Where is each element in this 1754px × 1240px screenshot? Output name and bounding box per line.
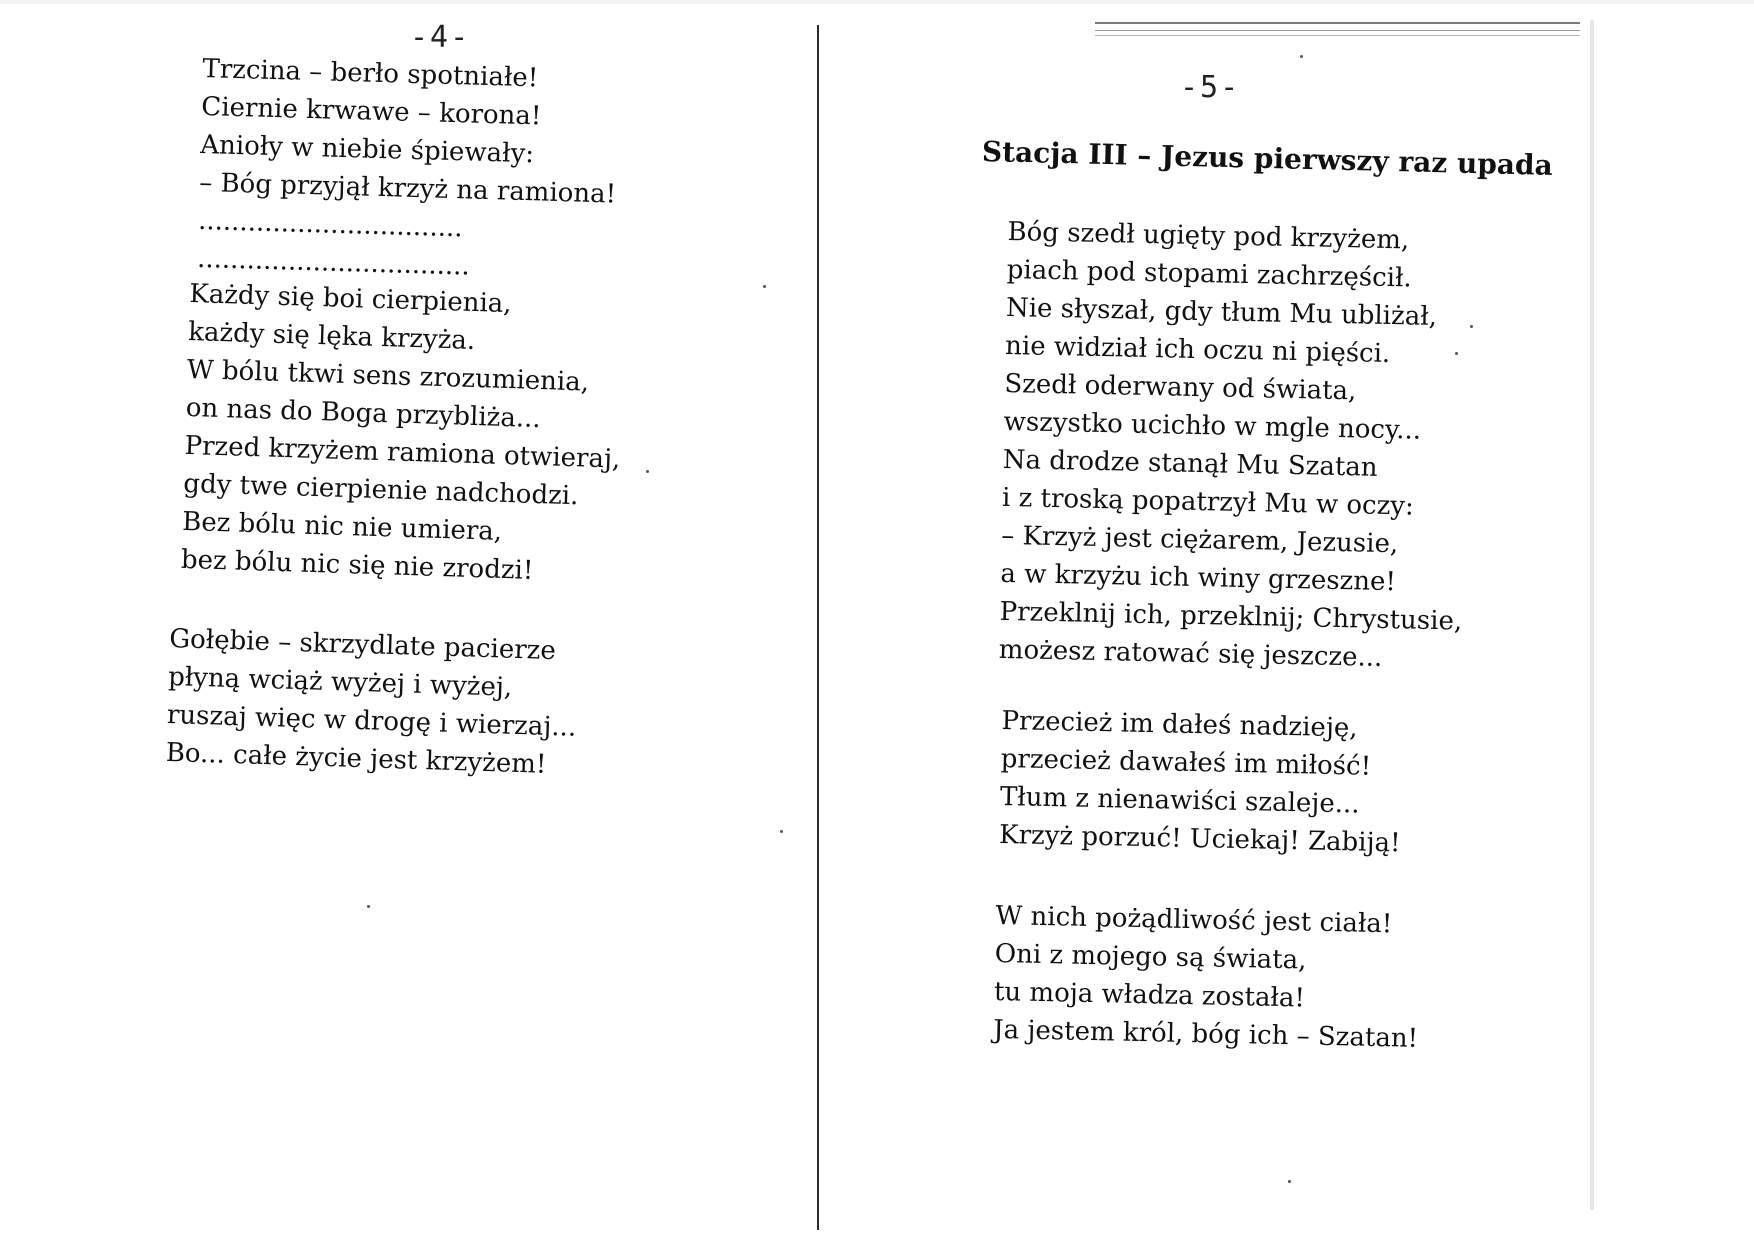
stanza	[999, 702, 1403, 862]
stanza	[993, 897, 1421, 1058]
scan-speck	[646, 470, 649, 473]
verse-line: przecież dawałeś im miłość!	[1000, 743, 1372, 782]
page-number: -4-	[410, 20, 471, 55]
verse-line: każdy się lęka krzyża.	[187, 316, 476, 356]
ellipsis-line: ................................	[197, 205, 464, 244]
book-center-fold	[817, 25, 819, 1230]
verse-line: Ja jestem król, bóg ich – Szatan!	[992, 1014, 1419, 1054]
scan-top-edge	[0, 0, 1754, 4]
scan-speck	[367, 905, 370, 908]
right-page-header-rule	[1095, 35, 1580, 36]
verse-line: Anioły w niebie śpiewały:	[199, 129, 535, 170]
verse-line: Ciernie krwawe – korona!	[200, 91, 542, 132]
scan-speck	[1470, 325, 1473, 328]
scan-speck	[763, 285, 766, 288]
ellipsis-line: .................................	[196, 243, 471, 282]
verse-line: Przecież im dałeś nadzieję,	[1001, 705, 1358, 744]
verse-line: Oni z mojego są świata,	[994, 938, 1307, 976]
scan-speck	[780, 830, 783, 833]
verse-line: i z troską popatrzył Mu w oczy:	[1001, 482, 1415, 522]
right-page-edge-shadow	[1590, 20, 1594, 1210]
verse-line: płyną wciąż wyżej i wyżej,	[167, 661, 513, 703]
verse-line: – Bóg przyjął krzyż na ramiona!	[198, 167, 617, 210]
verse-line: a w krzyżu ich winy grzeszne!	[1000, 558, 1397, 598]
verse-line: Przeklnij ich, przeklnij; Chrystusie,	[999, 596, 1463, 637]
verse-line: W nich pożądliwość jest ciała!	[995, 900, 1393, 940]
verse-line: gdy twe cierpienie nadchodzi.	[182, 468, 579, 512]
verse-line: Na drodze stanął Mu Szatan	[1002, 444, 1378, 483]
verse-line: Trzcina – berło spotniałe!	[202, 53, 539, 94]
stanza	[165, 620, 579, 785]
verse-line: możesz ratować się jeszcze...	[998, 634, 1383, 673]
verse-line: Każdy się boi cierpienia,	[188, 278, 512, 320]
verse-line: bez bólu nic się nie zrodzi!	[180, 544, 534, 586]
scan-speck	[1300, 55, 1303, 58]
right-page-header-rule	[1095, 30, 1580, 31]
scan-speck	[1288, 1180, 1291, 1183]
verse-line: piach pod stopami zachrzęścił.	[1006, 254, 1413, 294]
scan-speck	[1455, 352, 1458, 355]
verse-line: Gołębie – skrzydlate pacierze	[168, 623, 557, 667]
verse-line: Bo... całe życie jest krzyżem!	[165, 737, 547, 780]
stanza	[998, 213, 1470, 679]
verse-line: W bólu tkwi sens zrozumienia,	[186, 354, 590, 398]
verse-line: Szedł oderwany od świata,	[1004, 368, 1357, 407]
verse-line: on nas do Boga przybliża...	[185, 392, 542, 435]
verse-line: Krzyż porzuć! Uciekaj! Zabiją!	[998, 819, 1401, 859]
station-title: Stacja III – Jezus pierwszy raz upada	[981, 135, 1554, 182]
right-page-header-rule	[1095, 22, 1580, 24]
verse-line: Nie słyszał, gdy tłum Mu ubliżał,	[1005, 292, 1438, 333]
verse-line: Przed krzyżem ramiona otwieraj,	[184, 430, 621, 475]
stanza	[197, 50, 620, 290]
verse-line: tu moja władza została!	[993, 976, 1306, 1014]
page-number: -5-	[1180, 70, 1241, 105]
verse-line: Tłum z nienawiści szaleje...	[999, 781, 1360, 820]
verse-line: – Krzyż jest ciężarem, Jezusie,	[1000, 520, 1399, 560]
verse-line: wszystko ucichło w mgle nocy...	[1003, 406, 1422, 446]
verse-line: nie widział ich oczu ni pięści.	[1004, 330, 1391, 370]
verse-line: Bez bólu nic nie umiera,	[181, 506, 503, 547]
verse-line: Bóg szedł ugięty pod krzyżem,	[1007, 216, 1410, 256]
verse-line: ruszaj więc w drogę i wierzaj...	[166, 699, 577, 743]
stanza	[180, 275, 625, 593]
